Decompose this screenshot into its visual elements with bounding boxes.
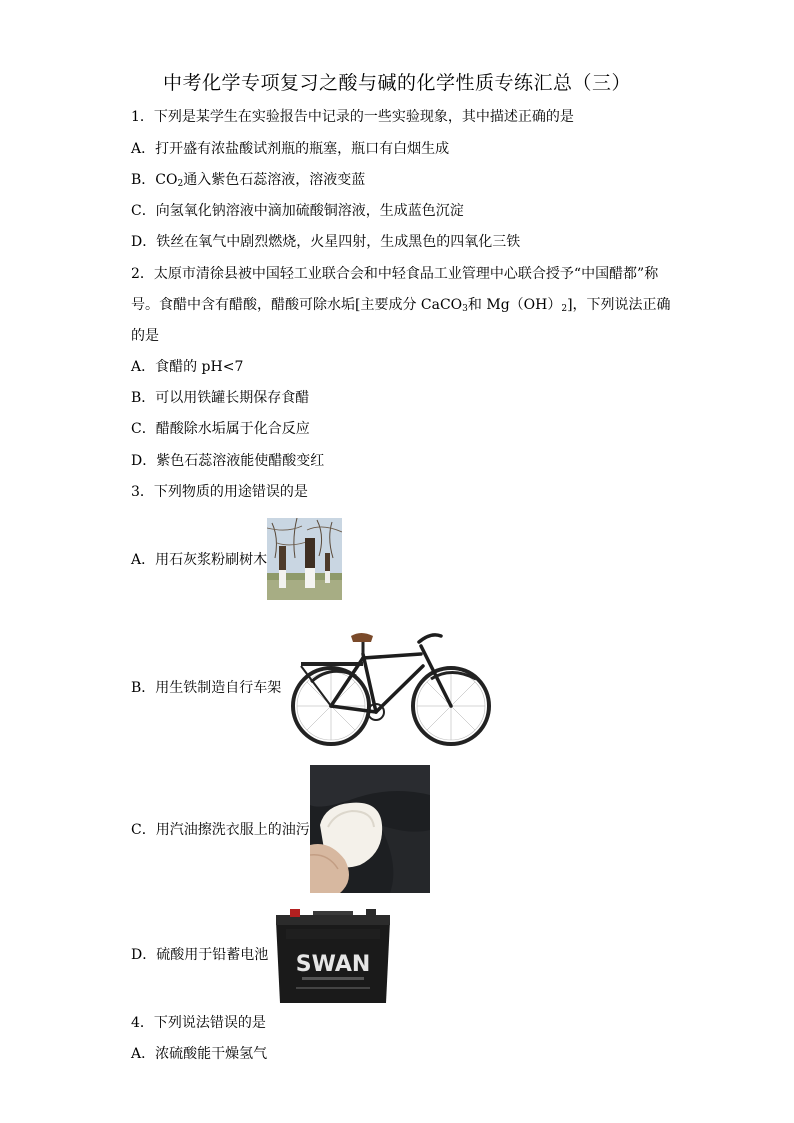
lead-acid-battery-image bbox=[268, 903, 398, 1005]
q2-stem2-pre: 号。食醋中含有醋酸，醋酸可除水垢[主要成分 CaCO bbox=[131, 297, 463, 313]
page-title: 中考化学专项复习之酸与碱的化学性质专练汇总（三） bbox=[162, 72, 631, 94]
bicycle-image bbox=[281, 624, 501, 749]
q2-stem2-mid: 和 Mg（OH） bbox=[467, 297, 562, 313]
q2-option-a: A．食醋的 pH<7 bbox=[131, 359, 244, 375]
q3-option-c-row bbox=[131, 765, 430, 893]
q2-option-b: B．可以用铁罐长期保存食醋 bbox=[131, 390, 310, 406]
cleaning-cloth-image bbox=[310, 765, 430, 893]
q1-option-b-pre: B．CO bbox=[131, 172, 178, 188]
battery-brand-text: SWAN bbox=[295, 952, 371, 977]
q1-option-c: C．向氢氧化钠溶液中滴加硫酸铜溶液，生成蓝色沉淀 bbox=[131, 203, 464, 219]
q2-stem2-sub2: 2 bbox=[561, 304, 568, 314]
q4-stem: 4．下列说法错误的是 bbox=[131, 1015, 266, 1031]
q3-option-a-row bbox=[131, 518, 342, 600]
q2-stem-line2 bbox=[131, 295, 671, 319]
q1-option-b-sub: 2 bbox=[177, 179, 184, 189]
q2-stem2-sub1: 3 bbox=[462, 304, 468, 314]
q3-option-b-row bbox=[131, 624, 501, 749]
q1-option-a: A．打开盛有浓盐酸试剂瓶的瓶塞，瓶口有白烟生成 bbox=[131, 141, 450, 157]
q3-option-a: A．用石灰浆粉刷树木 bbox=[131, 552, 268, 568]
q1-option-d: D．铁丝在氧气中剧烈燃烧，火星四射，生成黑色的四氧化三铁 bbox=[131, 234, 521, 250]
q2-option-d: D．紫色石蕊溶液能使醋酸变红 bbox=[131, 453, 325, 469]
q2-option-c: C．醋酸除水垢属于化合反应 bbox=[131, 421, 310, 437]
q2-stem-line1: 2．太原市清徐县被中国轻工业联合会和中轻食品工业管理中心联合授予“中国醋都”称 bbox=[131, 266, 659, 282]
q1-option-b bbox=[131, 170, 365, 194]
q2-stem-line3: 的是 bbox=[131, 328, 159, 344]
whitewashed-trees-image bbox=[267, 518, 342, 600]
q1-stem: 1．下列是某学生在实验报告中记录的一些实验现象，其中描述正确的是 bbox=[131, 109, 574, 125]
q2-stem2-post: ]，下列说法正确 bbox=[567, 297, 671, 313]
q1-option-b-post: 通入紫色石蕊溶液，溶液变蓝 bbox=[183, 172, 366, 188]
q3-stem: 3．下列物质的用途错误的是 bbox=[131, 484, 308, 500]
q3-option-d-row bbox=[131, 903, 398, 1005]
q3-option-c: C．用汽油擦洗衣服上的油污 bbox=[131, 822, 310, 838]
q4-option-a: A．浓硫酸能干燥氢气 bbox=[131, 1046, 268, 1062]
q3-option-b: B．用生铁制造自行车架 bbox=[131, 679, 282, 696]
q3-option-d: D．硫酸用于铅蓄电池 bbox=[131, 947, 269, 963]
